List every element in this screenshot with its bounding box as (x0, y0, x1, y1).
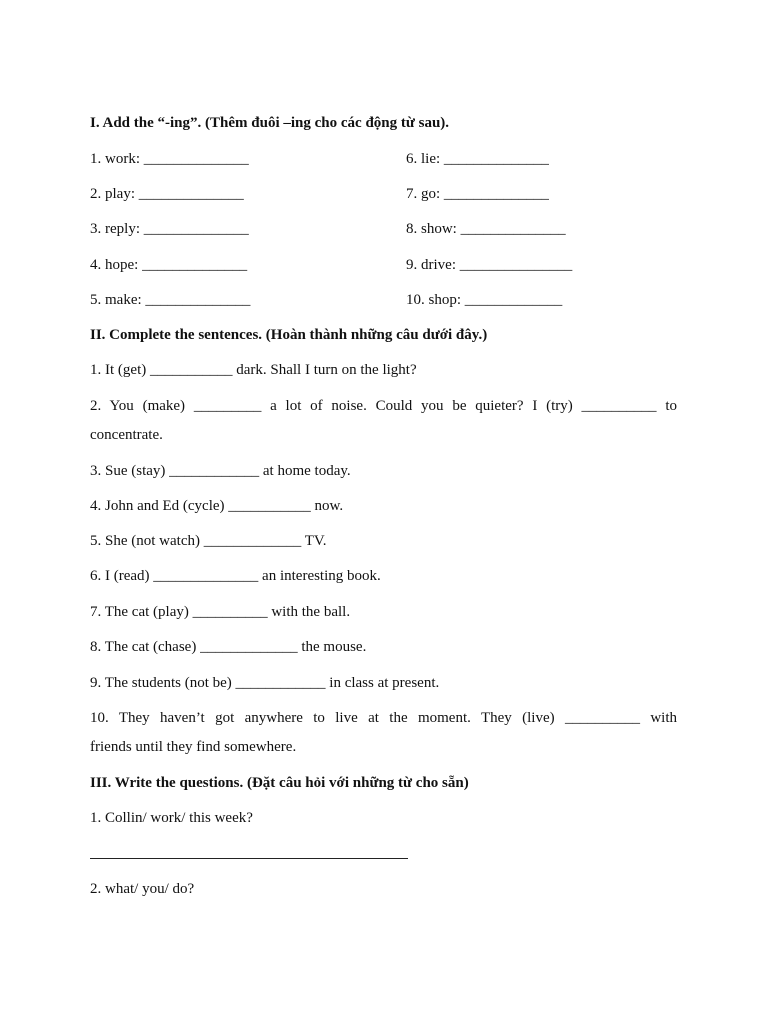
exercise-3-item: 1. Collin/ work/ this week? (90, 810, 253, 826)
section-2-heading: II. Complete the sentences. (Hoàn thành những câu dưới đây.) (90, 327, 488, 343)
exercise-2-item: 8. The cat (chase) _____________ the mouse. (90, 639, 367, 655)
exercise-2-item: 10. They haven’t got anywhere to live at the moment. They (live) __________ with (90, 710, 677, 726)
exercise-1-item: 1. work: ______________ (90, 151, 249, 167)
exercise-2-item-continuation: friends until they find somewhere. (90, 739, 297, 755)
exercise-2-item: 5. She (not watch) _____________ TV. (90, 533, 327, 549)
section-3-heading: III. Write the questions. (Đặt câu hỏi với những từ cho sẵn) (90, 775, 469, 791)
answer-blank-line (90, 858, 408, 859)
exercise-1-item: 10. shop: _____________ (406, 292, 563, 308)
exercise-2-item: 1. It (get) ___________ dark. Shall I turn on the light? (90, 362, 417, 378)
exercise-1-item: 9. drive: _______________ (406, 257, 573, 273)
exercise-1-item: 2. play: ______________ (90, 186, 244, 202)
exercise-2-item: 6. I (read) ______________ an interesting book. (90, 568, 381, 584)
exercise-3-item: 2. what/ you/ do? (90, 881, 195, 897)
exercise-2-item: 7. The cat (play) __________ with the ball. (90, 604, 351, 620)
exercise-1-item: 4. hope: ______________ (90, 257, 248, 273)
exercise-2-item: 4. John and Ed (cycle) ___________ now. (90, 498, 344, 514)
exercise-2-item: 3. Sue (stay) ____________ at home today. (90, 463, 351, 479)
exercise-1-item: 6. lie: ______________ (406, 151, 549, 167)
section-1-heading: I. Add the “-ing”. (Thêm đuôi –ing cho các động từ sau). (90, 115, 450, 131)
exercise-2-item-continuation: concentrate. (90, 427, 163, 443)
exercise-1-item: 7. go: ______________ (406, 186, 549, 202)
exercise-1-item: 8. show: ______________ (406, 221, 566, 237)
exercise-2-item: 2. You (make) _________ a lot of noise. Could you be quieter? I (try) __________ to (90, 398, 677, 414)
exercise-2-item: 9. The students (not be) ____________ in class at present. (90, 675, 440, 691)
exercise-1-item: 3. reply: ______________ (90, 221, 249, 237)
exercise-1-item: 5. make: ______________ (90, 292, 251, 308)
